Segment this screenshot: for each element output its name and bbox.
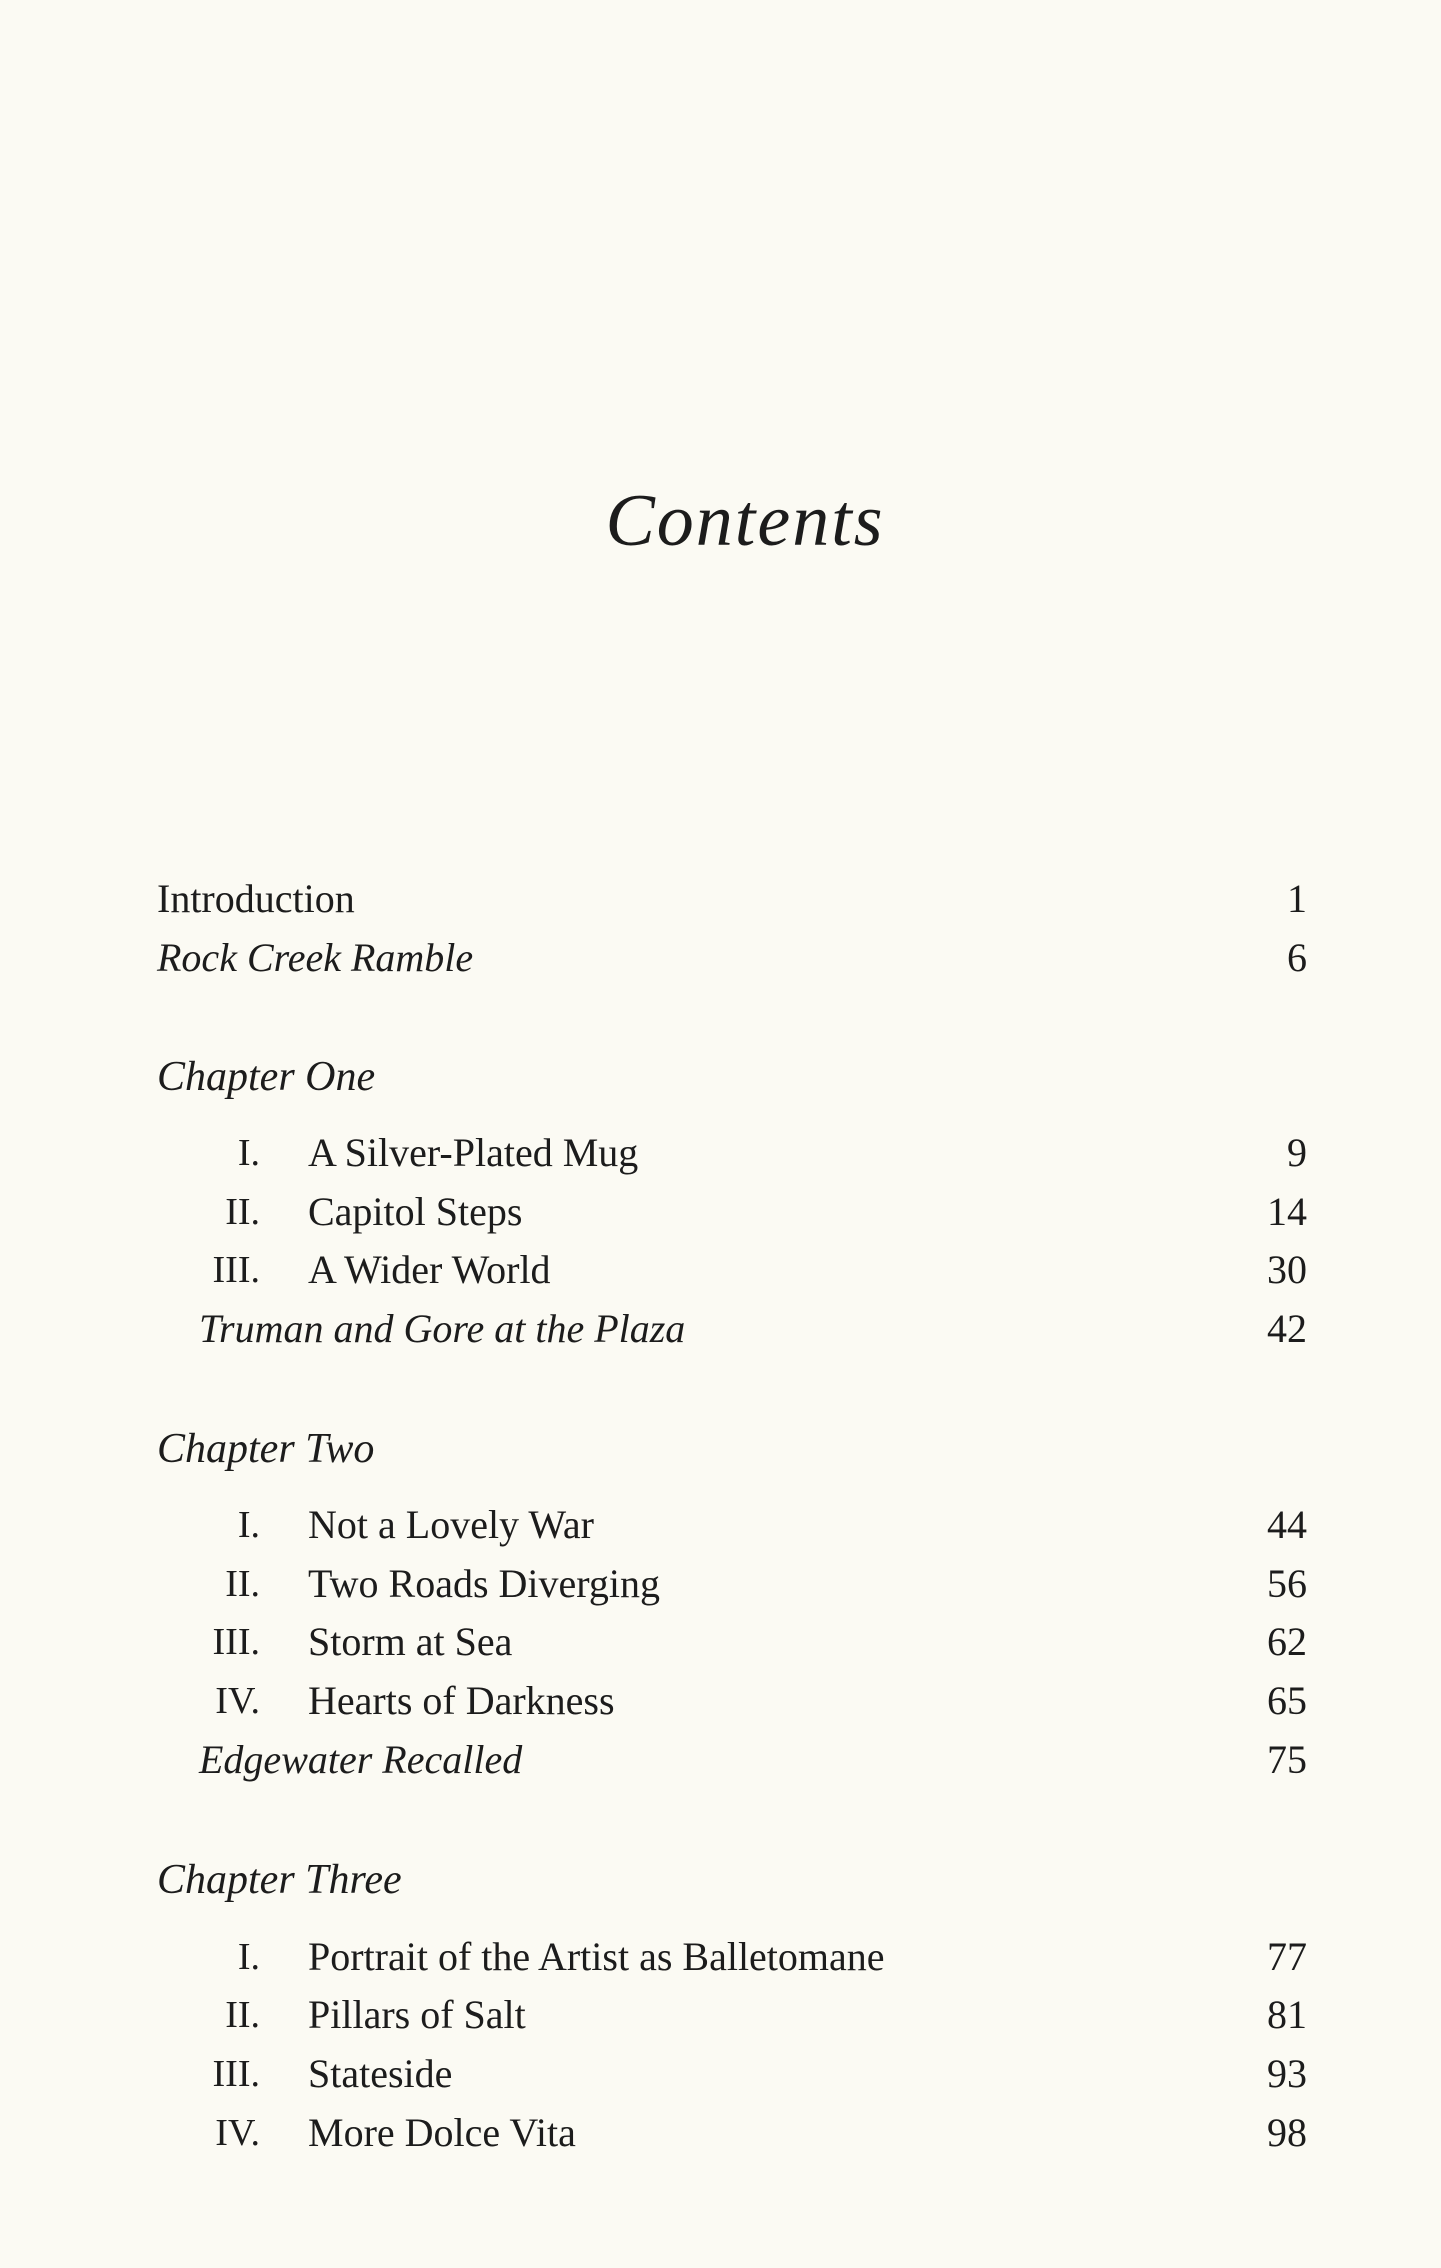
toc-entry-page: 6 bbox=[1287, 935, 1307, 980]
section-number: IV. bbox=[215, 2112, 260, 2154]
toc-entry-page: 56 bbox=[1267, 1561, 1307, 1606]
chapter-heading: Chapter One bbox=[157, 1054, 376, 1100]
toc-entry-interlude[interactable] bbox=[0, 1302, 1441, 1356]
toc-entry-label: Not a Lovely War bbox=[308, 1502, 594, 1547]
toc-entry[interactable] bbox=[0, 1615, 1441, 1669]
toc-entry[interactable] bbox=[0, 1243, 1441, 1297]
chapter-heading-three bbox=[0, 1853, 1441, 1907]
chapter-heading-two bbox=[0, 1422, 1441, 1476]
section-number: II. bbox=[225, 1191, 260, 1233]
section-number: III. bbox=[212, 2053, 260, 2095]
section-number: I. bbox=[237, 1132, 260, 1174]
toc-entry[interactable] bbox=[0, 1930, 1441, 1984]
toc-entry-page: 81 bbox=[1267, 1992, 1307, 2037]
toc-entry-label: Hearts of Darkness bbox=[308, 1678, 615, 1723]
section-number: III. bbox=[212, 1249, 260, 1291]
chapter-heading: Chapter Three bbox=[157, 1857, 402, 1903]
section-number: I. bbox=[237, 1936, 260, 1978]
chapter-heading-one bbox=[0, 1050, 1441, 1104]
toc-entry[interactable] bbox=[0, 2106, 1441, 2160]
toc-entry-page: 14 bbox=[1267, 1189, 1307, 1234]
toc-entry-label: A Wider World bbox=[308, 1247, 551, 1292]
toc-entry-label: Portrait of the Artist as Balletomane bbox=[308, 1934, 885, 1979]
toc-entry-label: Two Roads Diverging bbox=[308, 1561, 660, 1606]
toc-entry-label: Rock Creek Ramble bbox=[157, 935, 474, 980]
toc-entry[interactable] bbox=[0, 1126, 1441, 1180]
toc-entry[interactable] bbox=[0, 1674, 1441, 1728]
section-number: I. bbox=[237, 1504, 260, 1546]
toc-entry-label: Edgewater Recalled bbox=[199, 1737, 523, 1782]
toc-entry-page: 65 bbox=[1267, 1678, 1307, 1723]
toc-entry[interactable] bbox=[0, 2047, 1441, 2101]
toc-entry-page: 62 bbox=[1267, 1619, 1307, 1664]
toc-entry-label: Truman and Gore at the Plaza bbox=[199, 1306, 686, 1351]
toc-entry-page: 75 bbox=[1267, 1737, 1307, 1782]
section-number: III. bbox=[212, 1621, 260, 1663]
toc-entry-label: Storm at Sea bbox=[308, 1619, 513, 1664]
toc-entry-label: A Silver-Plated Mug bbox=[308, 1130, 639, 1175]
toc-entry-page: 98 bbox=[1267, 2110, 1307, 2155]
toc-entry-rock-creek-ramble[interactable] bbox=[0, 931, 1441, 985]
toc-entry[interactable] bbox=[0, 1557, 1441, 1611]
chapter-heading: Chapter Two bbox=[157, 1426, 375, 1472]
toc-entry-page: 93 bbox=[1267, 2051, 1307, 2096]
page-title: Contents bbox=[605, 480, 885, 562]
toc-entry[interactable] bbox=[0, 1498, 1441, 1552]
toc-entry-label: Stateside bbox=[308, 2051, 453, 2096]
section-number: II. bbox=[225, 1563, 260, 1605]
toc-entry-page: 77 bbox=[1267, 1934, 1307, 1979]
toc-entry-page: 44 bbox=[1267, 1502, 1307, 1547]
toc-entry-label: More Dolce Vita bbox=[308, 2110, 576, 2155]
toc-entry[interactable] bbox=[0, 1988, 1441, 2042]
section-number: II. bbox=[225, 1994, 260, 2036]
toc-entry-page: 42 bbox=[1267, 1306, 1307, 1351]
toc-entry-page: 30 bbox=[1267, 1247, 1307, 1292]
toc-entry-label: Pillars of Salt bbox=[308, 1992, 526, 2037]
toc-entry-page: 9 bbox=[1287, 1130, 1307, 1175]
toc-entry-label: Introduction bbox=[157, 876, 355, 921]
toc-entry-label: Capitol Steps bbox=[308, 1189, 523, 1234]
toc-entry-page: 1 bbox=[1287, 876, 1307, 921]
toc-entry-introduction[interactable] bbox=[0, 872, 1441, 926]
toc-entry[interactable] bbox=[0, 1185, 1441, 1239]
toc-entry-interlude[interactable] bbox=[0, 1733, 1441, 1787]
section-number: IV. bbox=[215, 1680, 260, 1722]
